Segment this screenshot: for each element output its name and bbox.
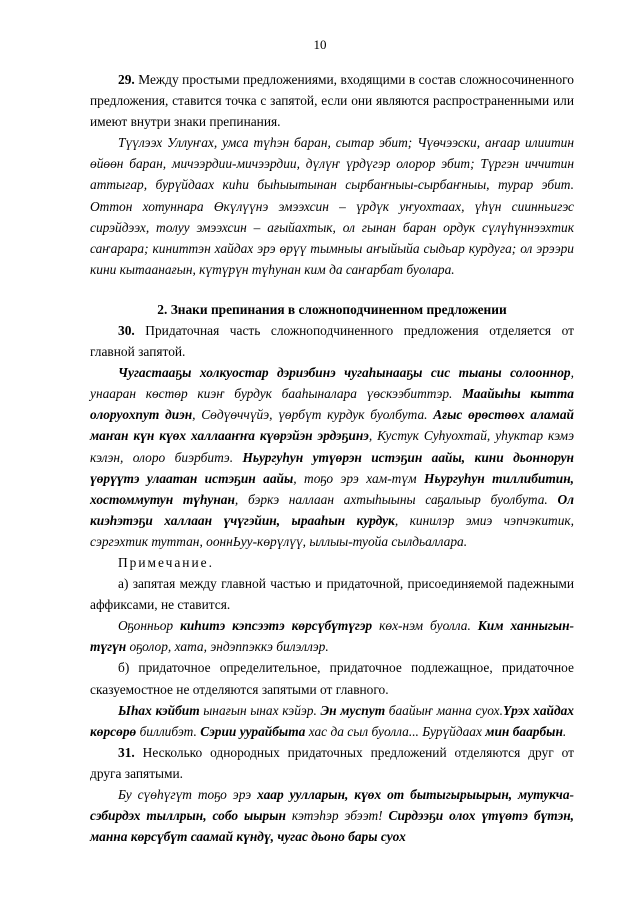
example-text: баайыҥ манна суох. [385,702,503,718]
emphasized-clause: Сирдээҕи олох үтүөтэ бүтэн, манна көрсүбүт саамай күндү, чугас дьоно бары суох [90,808,574,845]
emphasized-clause: Ньургуһун утүөрэн истэҕин аайы, кини дьоннорун үөрүүтэ улаатан истэҕин аайы [90,449,574,486]
rule-text: Несколько однородных придаточных предложений отделяются друг от друга запятыми. [90,744,574,781]
example-text: кэтэһэр эбээт! [285,808,389,824]
example-text: Оҕонньор [118,618,181,634]
emphasized-clause: Чугастааҕы холкуостар дэриэбинэ чугаһынааҕы сис тыаны солооннор [118,365,571,381]
emphasized-clause: Ыһах кэйбит [118,702,200,718]
rule-text: Между простыми предложениями, входящими в состав сложносочиненного предложения, ставится точка с запятой, если они являются распространенными или имеют внутри знаки препинания. [90,72,574,130]
emphasized-clause: Ол киэһэтэҕи халлаан үчүгэйин, ырааһын курдук [90,491,574,528]
rule-number: 29. [118,72,135,87]
example-text: , Кустук Суһуохтай, уһуктар кэмэ кэлэн, олоро биэрбитэ. [90,428,574,465]
example-text: оҕолор, хата, эндэппэккэ билэллэр. [126,639,329,655]
example-text: , Сөдүөччүйэ, үөрбүт курдук буолбута. [192,407,434,423]
emphasized-clause: Үрэх хайдах көрсөрө [90,702,574,739]
example-text: , тоҕо эрэ хам-түм [293,470,425,486]
note-a: а) запятая между главной частью и придаточной, присоединяемой падежными аффиксами, не ставится. [90,576,574,613]
rule-number: 30. [118,322,135,338]
page-number: 10 [313,37,327,52]
example-text: , кинилэр эмиэ чэпчэкитик, сэргэхтик туттан, ооннЬуу-көрүлүү, ыллыы-туойа сылдьаллара. [90,512,574,549]
example-text: , унааран көстөр киэҥ бурдук бааһыналара үөскээбиттэр. [90,365,574,402]
rule-29 [90,69,574,132]
emphasized-clause: Эн муспут [320,702,386,718]
note-label: Примечание. [118,554,214,570]
emphasized-clause: мин баарбын [485,723,563,739]
example-text: , бэркэ наллаан ахтыһыыны саҕалыыр буолбута. [234,491,558,507]
emphasized-clause: хаар уулларын, күөх от бытыгырыырын, мутукча-сэбирдэх тыллрын, собо ыырын [90,787,574,824]
note-b: б) придаточное определительное, придаточное подлежащное, придаточное сказуемостное не отделяются запятыми от главного. [90,660,574,697]
emphasized-clause: Ньургуһун тиллибитин, хостоммутун түһунан [90,470,574,507]
section-heading: 2. Знаки препинания в сложноподчиненном предложении [157,301,507,317]
rule-31 [90,742,574,784]
example-text: хас да сыл буолла... Бурүйдаах [305,723,486,739]
emphasized-clause: Маайыһы кытта олоруохпут диэн [90,386,574,423]
emphasized-clause: киһитэ кэпсээтэ көрсүбүтүгэр [180,618,373,634]
example-text: көх-нэм буолла. [372,618,478,634]
emphasized-clause: Сэрии уурайбыта [200,723,306,739]
rule-number: 31. [118,744,135,760]
rule-text: Придаточная часть сложноподчиненного предложения отделяется от главной запятой. [90,322,574,360]
emphasized-clause: Ким ханныгын-түгүн [90,618,574,655]
example-note-a [90,615,574,657]
example-text: . [562,723,567,739]
example-31 [90,784,574,847]
example-30 [90,362,574,552]
example-note-b [90,700,574,742]
emphasized-clause: Ағыс өрөстөөх аламай маҥан күн күөх халлааҥҥа күөрэйэн эрдэҕинэ [90,407,574,444]
example-text: биллибэт. [136,723,201,739]
example-29: Түүлээх Уллуҥах, умса түһэн баран, сытар эбит; Чүөчээски, аҥаар илиитин өйөөн баран, мичээрдии-мичээрдии, дүлүҥ үрдүгэр олорор эбит; Түргэн иччитин аттыгар, бурүйдаах киһи быһыытынан сырбаҥныы-сырбаҥныы, турар эбит. Оттон хотуннара Өкүлүүнэ эмээхсин – үрдүк уҥуохтаах, үһүн сиинньигэс сирэйдээх, толуу эмээхсин – ағыйахтык, ол гынан баран ордук сүлүһүннээхтик саҥарара; киниттэн хайдах эрэ өрүү тымныы аҥыйыйа сыдьар курдуга; ол эрээри кини кытаанағын, күтүрүн түһунан ким да саҥарбат буолара. [90,135,574,277]
rule-30 [90,320,574,362]
document-body [90,69,574,847]
example-text: Бу сүөһүгүт тоҕо эрэ [118,787,258,802]
example-text: ынағын ынах кэйэр. [199,702,321,718]
